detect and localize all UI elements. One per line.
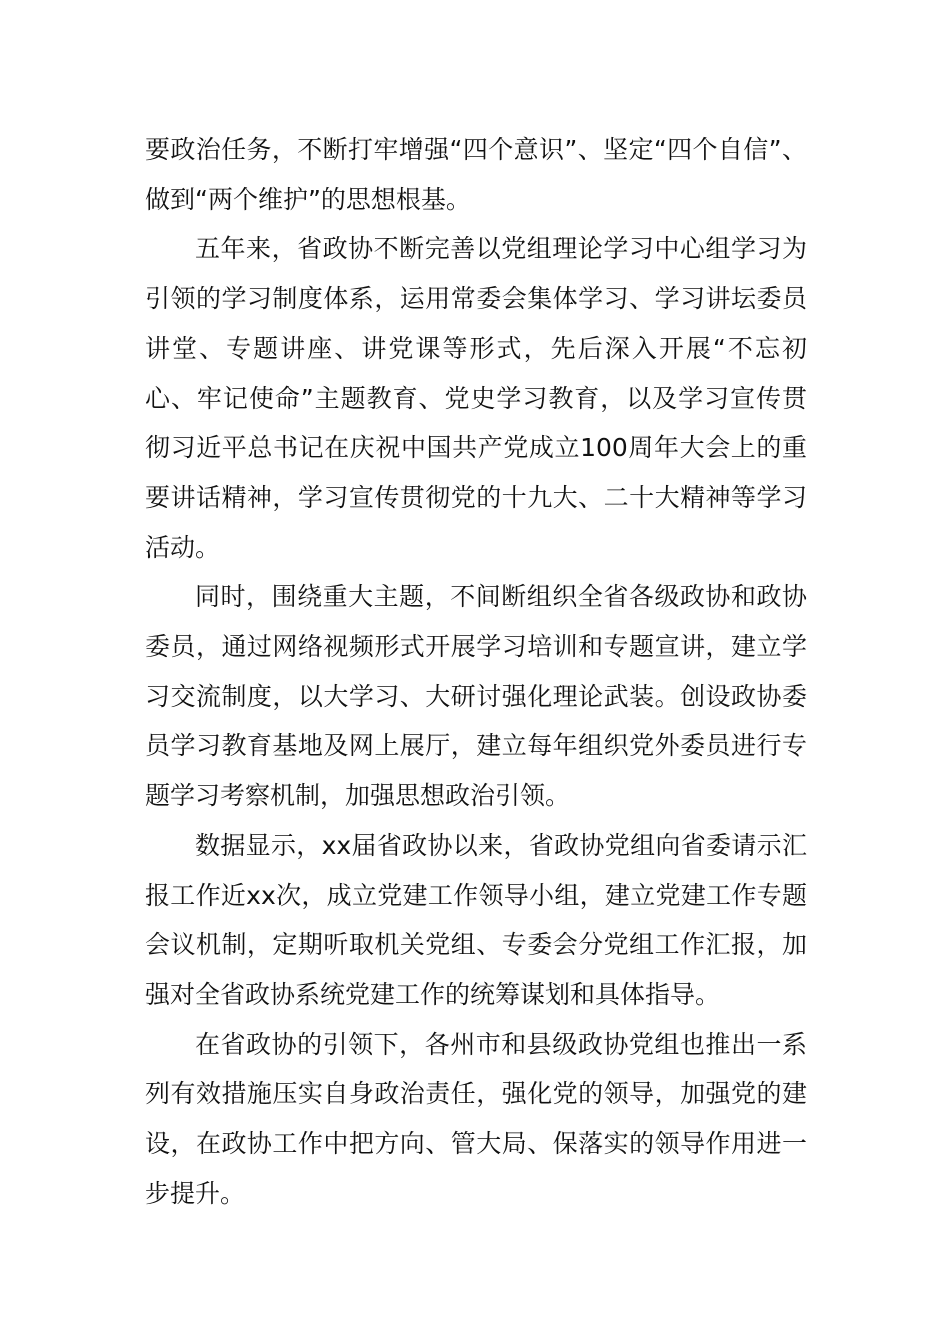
- paragraph-local-measures: 在省政协的引领下，各州市和县级政协党组也推出一系列有效措施压实自身政治责任，强化党的领导，加强党的建设，在政协工作中把方向、管大局、保落实的领导作用进一步提升。: [145, 1029, 807, 1208]
- paragraph-study-system: 五年来，省政协不断完善以党组理论学习中心组学习为引领的学习制度体系，运用常委会集体学习、学习讲坛委员讲堂、专题讲座、讲党课等形式，先后深入开展“不忘初心、牢记使命”主题教育、党史学习教育，以及学习宣传贯彻习近平总书记在庆祝中国共产党成立100周年大会上的重要讲话精神，学习宣传贯彻党的十九大、二十大精神等学习活动。: [145, 234, 807, 562]
- paragraph-continuation: 要政治任务，不断打牢增强“四个意识”、坚定“四个自信”、做到“两个维护”的思想根基。: [145, 135, 807, 214]
- document-body: [145, 125, 807, 1218]
- paragraph-training: 同时，围绕重大主题，不间断组织全省各级政协和政协委员，通过网络视频形式开展学习培训和专题宣讲，建立学习交流制度，以大学习、大研讨强化理论武装。创设政协委员学习教育基地及网上展厅，建立每年组织党外委员进行专题学习考察机制，加强思想政治引领。: [145, 582, 807, 811]
- paragraph-data: 数据显示，xx届省政协以来，省政协党组向省委请示汇报工作近xx次，成立党建工作领导小组，建立党建工作专题会议机制，定期听取机关党组、专委会分党组工作汇报，加强对全省政协系统党建工作的统筹谋划和具体指导。: [145, 830, 807, 1009]
